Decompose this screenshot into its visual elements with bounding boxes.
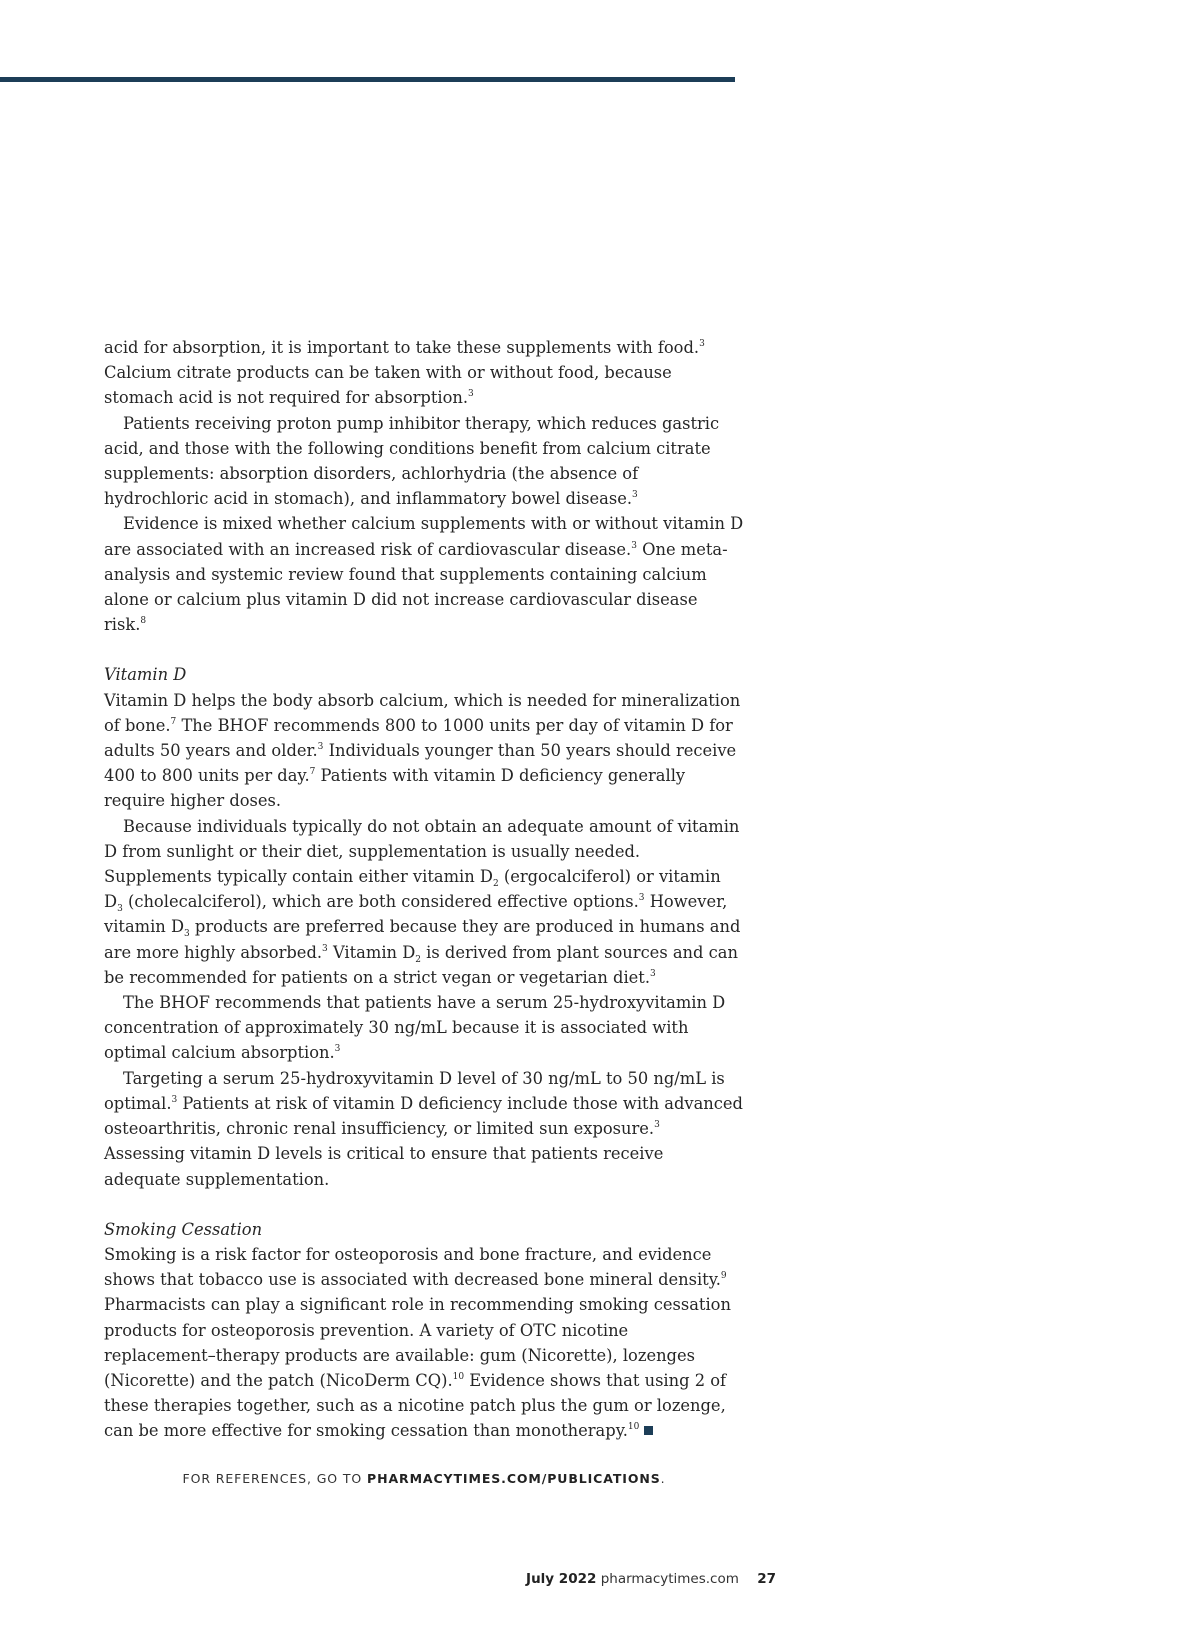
references-prefix: FOR REFERENCES, GO TO bbox=[182, 1471, 368, 1486]
citation-superscript: 8 bbox=[140, 616, 147, 627]
end-of-article-square-icon bbox=[644, 1426, 653, 1435]
section-heading-smoking-cessation: Smoking Cessation bbox=[104, 1219, 263, 1239]
body-paragraph: Because individuals typically do not obtain an adequate amount of vitamin D from sunlight or their diet, supplementation is usually needed. Supplements typically contain either vitamin $D_2$ (ergocalciferol) or vitamin $D_3$ (cholecalciferol), which are both considered effective options.$^3$ However, vitamin $D_3$ products are preferred because they are produced in humans and are more highly absorbed.$^3$ Vitamin $D_2$ is derived from plant sources and can be recommended for patients on a strict vegan or vegetarian diet.$^3$ bbox=[104, 816, 741, 987]
citation-superscript: 3 bbox=[699, 339, 705, 349]
references-link[interactable]: PHARMACYTIMES.COM/PUBLICATIONS bbox=[367, 1471, 661, 1486]
body-paragraph: The BHOF recommends that patients have a serum 25-hydroxyvitamin D concentration of approximately 30 ng/mL because it is associated with optimal calcium absorption.$^3$ bbox=[104, 993, 726, 1063]
vitamin-d-section bbox=[104, 662, 744, 1191]
citation-superscript: 3 bbox=[638, 893, 645, 904]
body-paragraph bbox=[104, 1242, 744, 1444]
citation-superscript: 3 bbox=[650, 968, 656, 979]
section-heading-vitamin-d: Vitamin D bbox=[104, 665, 187, 685]
top-accent-rule bbox=[0, 77, 735, 82]
footer-issue-date: July 2022 bbox=[526, 1571, 597, 1587]
body-paragraph: Targeting a serum 25-hydroxyvitamin D level of 30 ng/mL to 50 ng/mL is optimal.$^3$ Patients at risk of vitamin D deficiency include those with advanced osteoarthritis, chronic renal insufficiency, or limited sun exposure.$^3$ Assessing vitamin D levels is critical to ensure that patients receive adequate supplementation. bbox=[104, 1068, 743, 1189]
body-paragraph: Evidence is mixed whether calcium supplements with or without vitamin D are associated with an increased risk of cardiovascular disease.$^3$ One meta-analysis and systemic review found that supplements containing calcium alone or calcium plus vitamin D did not increase cardiovascular disease risk.$^8$ bbox=[104, 514, 744, 635]
paragraph-text: Smoking is a risk factor for osteoporosis and bone fracture, and evidence shows that tobacco use is associated with decreased bone mineral density.$^9$ Pharmacists can play a significant role in recommending smoking cessation products for osteoporosis prevention. A variety of OTC nicotine replacement–therapy products are available: gum (Nicorette), lozenges (Nicorette) and the patch (NicoDerm CQ).$^{10}$ Evidence shows that using 2 of these therapies together, such as a nicotine patch plus the gum or lozenge, can be more effective for smoking cessation than monotherapy.$^{10}$ bbox=[104, 1244, 731, 1441]
citation-superscript: 7 bbox=[170, 716, 177, 727]
article-body bbox=[104, 335, 744, 1444]
body-paragraph: Vitamin D helps the body absorb calcium, which is needed for mineralization of bone.$^7$ The BHOF recommends 800 to 1000 units per day of vitamin D for adults 50 years and older.$^3$ Individuals younger than 50 years should receive 400 to 800 units per day.$^7$ Patients with vitamin D deficiency generally require higher doses. bbox=[104, 690, 741, 811]
subscript: 3 bbox=[184, 929, 190, 940]
citation-superscript: 3 bbox=[171, 1094, 178, 1105]
citation-superscript: 3 bbox=[322, 943, 328, 954]
footer-site[interactable]: pharmacytimes.com bbox=[600, 1571, 739, 1587]
body-paragraph: Patients receiving proton pump inhibitor therapy, which reduces gastric acid, and those with the following conditions benefit from calcium citrate supplements: absorption disorders, achlorhydria (the absence of hydrochloric acid in stomach), and inflammatory bowel disease.$^3$ bbox=[104, 413, 720, 509]
subscript: 2 bbox=[415, 954, 421, 965]
references-suffix: . bbox=[660, 1471, 666, 1486]
citation-superscript: 7 bbox=[309, 767, 316, 778]
smoking-cessation-section bbox=[104, 1217, 744, 1444]
calcium-section bbox=[104, 335, 744, 637]
citation-superscript: 10 bbox=[452, 1371, 465, 1382]
subscript: 2 bbox=[492, 879, 499, 890]
page-number: 27 bbox=[757, 1571, 776, 1587]
citation-superscript: 3 bbox=[317, 742, 324, 753]
body-paragraph: acid for absorption, it is important to take these supplements with food.$^3$ Calcium citrate products can be taken with or without food, because stomach acid is not required for absorption.$^3$ bbox=[104, 338, 705, 408]
references-note bbox=[104, 1471, 744, 1486]
citation-superscript: 3 bbox=[468, 389, 474, 400]
citation-superscript: 3 bbox=[334, 1044, 341, 1055]
citation-superscript: 9 bbox=[720, 1271, 727, 1282]
page-footer bbox=[526, 1571, 776, 1587]
subscript: 3 bbox=[117, 904, 123, 915]
citation-superscript: 3 bbox=[654, 1120, 660, 1131]
citation-superscript: 10 bbox=[627, 1422, 640, 1433]
citation-superscript: 3 bbox=[631, 540, 637, 551]
citation-superscript: 3 bbox=[632, 490, 638, 501]
